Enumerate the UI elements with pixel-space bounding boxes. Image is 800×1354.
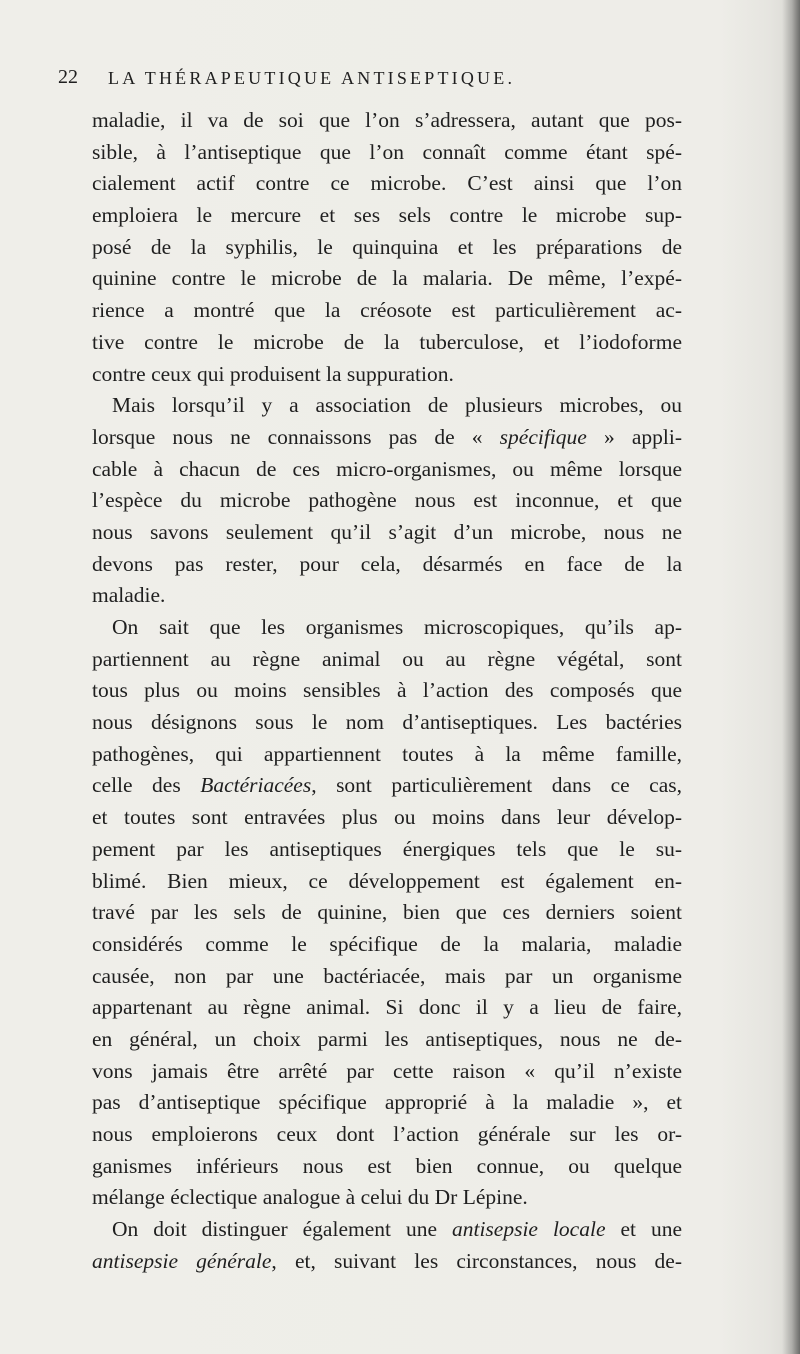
text-line: pement par les antiseptiques énergiques tels que le su- [92,836,682,861]
text-line: blimé. Bien mieux, ce développement est également en- [92,868,682,893]
text-line: causée, non par une bactériacée, mais par un organisme [92,963,682,988]
text-line: nous savons seulement qu’il s’agit d’un microbe, nous ne [92,519,682,544]
text-line: On sait que les organismes microscopiques, qu’ils ap- [112,615,682,639]
text-line: rience a montré que la créosote est particulièrement ac- [92,298,682,323]
text-line: appartenant au règne animal. Si donc il y a lieu de faire, [92,995,682,1020]
text-line: quinine contre le microbe de la malaria. De même, l’expé- [92,266,682,291]
text-line: Mais lorsqu’il y a association de plusieurs microbes, ou [112,393,682,418]
page-edge-shadow [782,0,800,1354]
text-line: On doit distinguer également une antisepsie locale et une [112,1217,682,1242]
text-line: cable à chacun de ces micro-organismes, ou même lorsque [92,456,682,481]
text-line: celle des Bactériacées, sont particulièrement dans ce cas, [92,773,682,798]
page-header [58,66,698,94]
text-line: vons jamais être arrêté par cette raison « qu’il n’existe [92,1058,682,1083]
text-line: travé par les sels de quinine, bien que ces derniers soient [92,900,682,925]
text-line: partiennent au règne animal ou au règne végétal, sont [92,646,682,671]
text-line: pas d’antiseptique spécifique approprié à la maladie », et [92,1090,682,1115]
text-line: en général, un choix parmi les antiseptiques, nous ne de- [92,1026,682,1051]
body-text [92,105,682,1277]
text-line: maladie, il va de soi que l’on s’adressera, autant que pos- [92,108,682,132]
text-line: l’espèce du microbe pathogène nous est inconnue, et que [92,488,682,513]
page-number: 22 [58,66,78,88]
text-line: nous désignons sous le nom d’antiseptiques. Les bactéries [92,710,682,735]
text-line: emploiera le mercure et ses sels contre le microbe sup- [92,203,682,228]
text-line: cialement actif contre ce microbe. C’est ainsi que l’on [92,171,682,196]
text-line: devons pas rester, pour cela, désarmés en face de la [92,551,682,576]
text-line: ganismes inférieurs nous est bien connue, ou quelque [92,1153,682,1178]
text-line: maladie. [92,583,166,608]
text-line: tive contre le microbe de la tuberculose, et l’iodoforme [92,329,682,354]
text-line: et toutes sont entravées plus ou moins dans leur dévelop- [92,805,682,830]
text-line: sible, à l’antiseptique que l’on connaît comme étant spé- [92,139,682,164]
text-line: tous plus ou moins sensibles à l’action des composés que [92,678,682,703]
text-line: pathogènes, qui appartiennent toutes à la même famille, [92,741,682,766]
text-line: contre ceux qui produisent la suppuration. [92,361,454,386]
text-line: mélange éclectique analogue à celui du Dr Lépine. [92,1185,528,1210]
text-line: nous emploierons ceux dont l’action générale sur les or- [92,1122,682,1146]
text-line: posé de la syphilis, le quinquina et les préparations de [92,234,682,259]
text-line: antisepsie générale, et, suivant les circonstances, nous de- [92,1248,682,1273]
text-line: considérés comme le spécifique de la malaria, maladie [92,931,682,956]
running-title: LA THÉRAPEUTIQUE ANTISEPTIQUE. [108,68,516,88]
text-line: lorsque nous ne connaissons pas de « spécifique » appli- [92,424,682,449]
